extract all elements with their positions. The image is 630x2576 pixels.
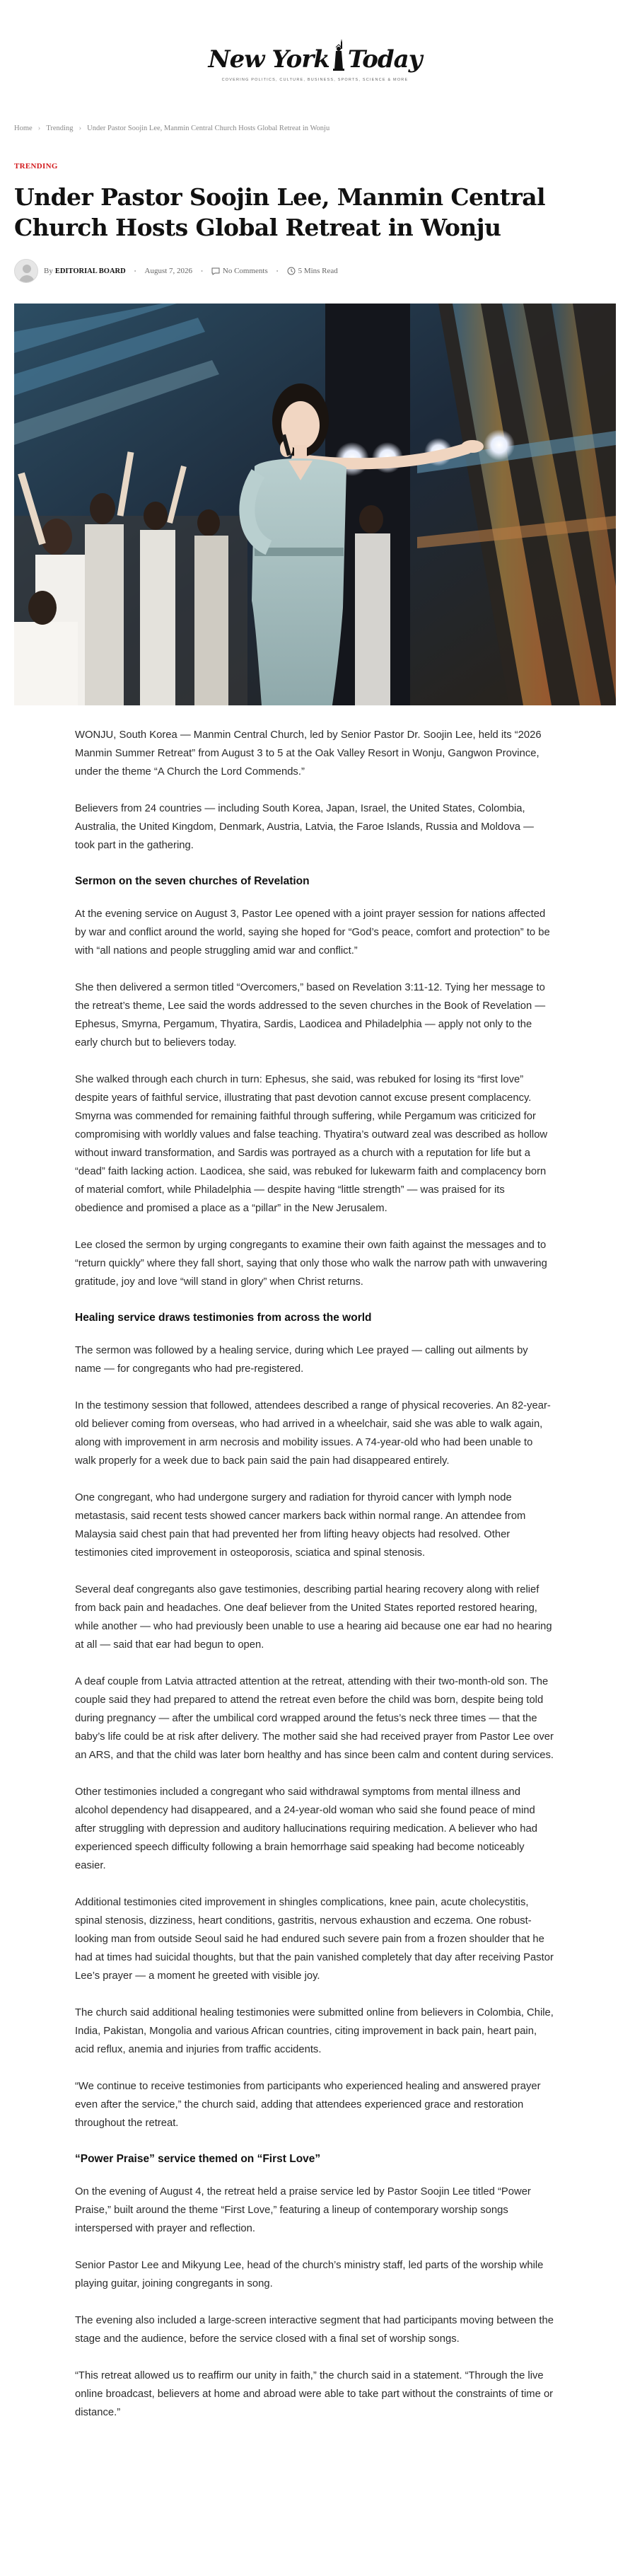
clock-icon (287, 267, 296, 275)
article-paragraph: “We continue to receive testimonies from participants who experienced healing and answered prayer even after the service,” the church said, adding that attendees experienced grace and restoration throughout the retreat. (75, 2081, 541, 2129)
article-paragraph: Lee closed the sermon by urging congregants to examine their own faith against the messages and to “return quickly” where they fall short, saying that only those who walk the narrow path with unwavering gratitude, joy and love “will stand in glory” when Christ returns. (75, 1240, 547, 1288)
article-paragraph: The church said additional healing testimonies were submitted online from believers in Colombia, Chile, India, Pakistan, Mongolia and various African countries, citing improvement in back pain, heart pain, acid reflux, anemia and injuries from traffic accidents. (75, 2007, 554, 2055)
read-time (287, 267, 338, 275)
article-paragraph: Several deaf congregants also gave testimonies, describing partial hearing recovery along with relief from back pain and headaches. One deaf believer from the United States reported restored hearing, while another — who had previously been unable to use a hearing aid because one ear had no hearing at all — said that ear had begun to open. (75, 1584, 552, 1651)
byline-prefix: By (44, 267, 53, 275)
article-paragraph: Additional testimonies cited improvement in shingles complications, knee pain, acute cholecystitis, spinal stenosis, dizziness, heart conditions, gastritis, nervous exhaustion and eczema. One robust-looking man from outside Seoul said he had endured such severe pain from a frozen shoulder that he had at times had suicidal thoughts, but that the pain vanished completely that day after receiving Pastor Lee’s prayer — a moment he greeted with visible joy. (75, 1897, 554, 1982)
meta-separator: • (276, 267, 279, 275)
chevron-right-icon: › (78, 124, 82, 132)
author-avatar[interactable] (14, 259, 38, 283)
read-time-text: 5 Mins Read (298, 267, 338, 275)
site-logo[interactable] (209, 38, 422, 74)
breadcrumb-current: Under Pastor Soojin Lee, Manmin Central Church Hosts Global Retreat in Wonju (87, 124, 330, 132)
meta-separator: • (134, 267, 136, 275)
breadcrumb-home-link[interactable]: Home (14, 124, 33, 132)
comments-count: No Comments (222, 267, 268, 275)
author-name-link[interactable]: EDITORIAL BOARD (54, 267, 126, 275)
article-paragraph: At the evening service on August 3, Pastor Lee opened with a joint prayer session for nations affected by war and conflict around the world, saying she hoped for “God’s peace, comfort and protection” to be with “all nations and people struggling amid war and conflict.” (75, 908, 550, 957)
section-heading: Sermon on the seven churches of Revelation (75, 875, 310, 887)
article-paragraph: Senior Pastor Lee and Mikyung Lee, head of the church’s ministry staff, led parts of the worship while playing guitar, joining congregants in song. (75, 2260, 544, 2289)
comment-bubble-icon (211, 267, 220, 275)
logo-text-today: Today (347, 45, 422, 74)
article-paragraph: A deaf couple from Latvia attracted attention at the retreat, attending with their two-month-old son. The couple said they had prepared to attend the retreat even before the child was born, despite being told during pregnancy — after the umbilical cord wrapped around the fetus’s neck three times — that the baby’s life could be at risk after delivery. The mother said she had received prayer from Pastor Lee over an ARS, and that the child was later born healthy and has since been calm and content during services. (75, 1676, 554, 1761)
article-paragraph: She walked through each church in turn: Ephesus, she said, was rebuked for losing its “first love” despite years of faithful service, illustrating that past devotion cannot excuse present complacency. Smyrna was commended for remaining faithful through suffering, while Pergamum was criticized for compromising with worldly values and false teaching. Thyatira’s outward zeal was described as hollow without inward transformation, and Sardis was portrayed as a church with a reputation for life but a “dead” faith lacking action. Laodicea, she said, was rebuked for lukewarm faith and complacency born of material comfort, while Philadelphia — despite having “little strength” — was praised for its obedience and promised a place as a “pillar” in the New Jerusalem. (75, 1074, 548, 1214)
logo-text-new-york: New York (208, 45, 329, 74)
article-paragraph: In the testimony session that followed, attendees described a range of physical recoveries. An 82-year-old believer coming from overseas, who had arrived in a wheelchair, said she was able to walk again, along with improvement in arm necrosis and mobility issues. A 74-year-old who had been unable to walk properly for a week due to back pain said the pain had disappeared entirely. (75, 1400, 551, 1467)
article-body (14, 726, 616, 2422)
article-paragraph: The evening also included a large-screen interactive segment that had participants moving between the stage and the audience, before the service closed with a final set of worship songs. (75, 2315, 554, 2345)
category-label[interactable]: TRENDING (14, 162, 58, 171)
article-paragraph: On the evening of August 4, the retreat held a praise service led by Pastor Soojin Lee titled “Power Praise,” built around the theme “First Love,” featuring a lineup of contemporary worship songs interspersed with prayer and reflection. (75, 2186, 531, 2234)
article-title: Under Pastor Soojin Lee, Manmin Central Church Hosts Global Retreat in Wonju (14, 183, 545, 241)
article-meta (14, 258, 616, 284)
article-paragraph: The sermon was followed by a healing service, during which Lee prayed — calling out ailments by name — for congregants who had pre-registered. (75, 1345, 528, 1375)
breadcrumb-section-link[interactable]: Trending (46, 124, 74, 132)
article-paragraph: Believers from 24 countries — including South Korea, Japan, Israel, the United States, Colombia, Australia, the United Kingdom, Denmark, Austria, Latvia, the Faroe Islands, Russia and Moldova — took part in the gathering. (75, 803, 534, 851)
pastor-on-stage-photo (14, 304, 616, 705)
meta-separator: • (201, 267, 203, 275)
hero-image (14, 304, 616, 705)
article-paragraph: WONJU, South Korea — Manmin Central Church, led by Senior Pastor Dr. Soojin Lee, held its “2026 Manmin Summer Retreat” from August 3 to 5 at the Oak Valley Resort in Wonju, Gangwon Province, under the theme “A Church the Lord Commends.” (75, 729, 542, 778)
comments-link[interactable] (211, 267, 268, 275)
article-paragraph: Other testimonies included a congregant who said withdrawal symptoms from mental illness and alcohol dependency had disappeared, and a 24-year-old woman who said she found peace of mind after struggling with depression and auditory hallucinations requiring medication. A believer who had experienced speech difficulty following a brain hemorrhage said speaking had become noticeably easier. (75, 1786, 537, 1871)
statue-of-liberty-icon (332, 38, 345, 71)
site-tagline: COVERING POLITICS, CULTURE, BUSINESS, SPORTS, SCIENCE & MORE (221, 78, 409, 82)
article-paragraph: “This retreat allowed us to reaffirm our unity in faith,” the church said in a statement. “Through the live online broadcast, believers at home and abroad were able to take part without the constraints of time or distance.” (75, 2370, 554, 2418)
site-header (0, 0, 630, 120)
article-paragraph: She then delivered a sermon titled “Overcomers,” based on Revelation 3:11-12. Tying her message to the retreat’s theme, Lee said the words addressed to the seven churches in the Book of Revelation — Ephesus, Smyrna, Pergamum, Thyatira, Sardis, Laodicea and Philadelphia — apply not only to the early church but to believers today. (75, 982, 546, 1049)
section-heading: “Power Praise” service themed on “First Love” (75, 2153, 321, 2165)
breadcrumb (14, 122, 616, 134)
chevron-right-icon: › (37, 124, 41, 132)
section-heading: Healing service draws testimonies from across the world (75, 1312, 372, 1324)
publish-date: August 7, 2026 (144, 267, 193, 275)
article-paragraph: One congregant, who had undergone surgery and radiation for thyroid cancer with lymph node metastasis, said recent tests showed cancer markers back within normal range. An attendee from Malaysia said chest pain that had prevented her from lifting heavy objects had resolved. Other testimonies cited improvement in osteoporosis, sciatica and spinal stenosis. (75, 1492, 526, 1559)
